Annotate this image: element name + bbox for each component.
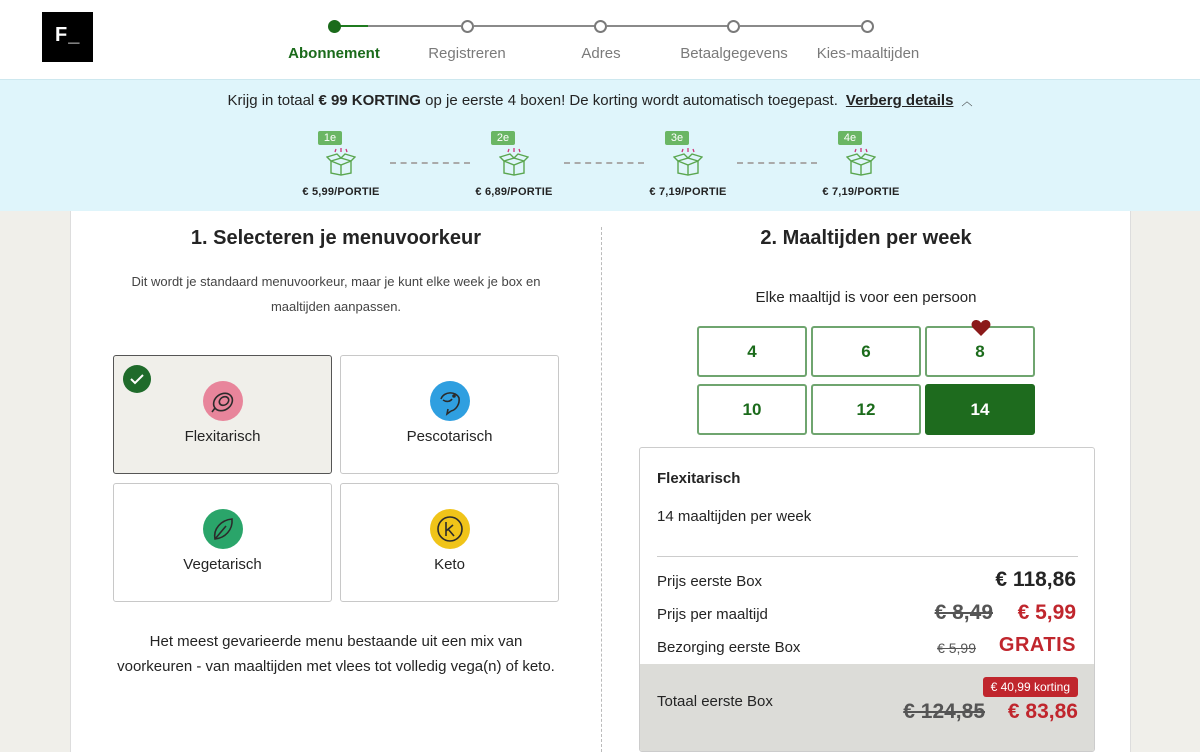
- discount-box-2: [459, 128, 569, 198]
- meals-per-week-title: 2. Maaltijden per week: [760, 227, 972, 249]
- delivery-label: Bezorging eerste Box: [657, 639, 801, 656]
- box-badge: 1e: [318, 131, 342, 145]
- step-label-abonnement[interactable]: Abonnement: [288, 45, 380, 62]
- per-meal-new-price: € 5,99: [1017, 601, 1076, 624]
- discount-badge: € 40,99 korting: [983, 677, 1078, 697]
- menu-option-flexitarisch[interactable]: [113, 355, 332, 474]
- summary-menu: Flexitarisch: [657, 470, 741, 487]
- box-step-connector: [564, 162, 644, 164]
- gift-box-icon: [846, 148, 876, 176]
- summary-divider: [657, 556, 1078, 557]
- header: [0, 0, 1200, 79]
- box-badge: 2e: [491, 131, 515, 145]
- discount-text-after: op je eerste 4 boxen! De korting wordt automatisch toegepast.: [420, 92, 838, 109]
- menu-option-vegetarisch[interactable]: [113, 483, 332, 602]
- menu-option-label: Flexitarisch: [184, 428, 261, 445]
- menu-option-label: Keto: [434, 556, 465, 573]
- meat-icon: [203, 381, 243, 421]
- subtitle-line: maaltijden aanpassen.: [270, 299, 402, 314]
- logo[interactable]: F_: [42, 12, 93, 62]
- step-dot-betaalgegevens: [727, 20, 740, 33]
- delivery-old-price: € 5,99: [937, 640, 976, 656]
- menu-option-keto[interactable]: [340, 483, 559, 602]
- keto-icon: [430, 509, 470, 549]
- menu-option-pescotarisch[interactable]: [340, 355, 559, 474]
- box-price: € 6,89/PORTIE: [475, 186, 553, 198]
- step-label-adres[interactable]: Adres: [581, 45, 621, 62]
- step-dot-registreren: [461, 20, 474, 33]
- step-connector: [740, 25, 861, 27]
- discount-banner: [0, 79, 1200, 211]
- meal-count-12[interactable]: 12: [811, 384, 921, 435]
- step-connector: [474, 25, 595, 27]
- box-price: € 5,99/PORTIE: [302, 186, 380, 198]
- total-old-price: € 124,85: [903, 700, 985, 723]
- main-card: [70, 211, 1131, 752]
- step-dot-kies-maaltijden: [861, 20, 874, 33]
- first-box-price: € 118,86: [995, 568, 1076, 591]
- delivery-free: GRATIS: [998, 634, 1076, 656]
- total-section: [640, 664, 1095, 752]
- heart-icon: [971, 319, 991, 337]
- meal-count-10[interactable]: 10: [697, 384, 807, 435]
- gift-box-icon: [499, 148, 529, 176]
- meals-subtitle: Elke maaltijd is voor een persoon: [755, 289, 977, 306]
- meal-count-14[interactable]: 14: [925, 384, 1035, 435]
- discount-amount: € 99 KORTING: [318, 92, 421, 109]
- menu-preference-title: 1. Selecteren je menuvoorkeur: [190, 227, 482, 249]
- chevron-up-icon[interactable]: ︿: [961, 96, 973, 108]
- box-badge: 4e: [838, 131, 862, 145]
- order-summary: [639, 447, 1095, 752]
- step-connector: [340, 25, 368, 27]
- box-step-connector: [737, 162, 817, 164]
- step-dot-adres: [594, 20, 607, 33]
- per-meal-label: Prijs per maaltijd: [657, 606, 768, 623]
- box-price: € 7,19/PORTIE: [649, 186, 727, 198]
- menu-preference-subtitle: [91, 269, 581, 319]
- step-label-registreren[interactable]: Registreren: [428, 45, 506, 62]
- menu-description: [91, 629, 581, 679]
- box-step-connector: [390, 162, 470, 164]
- hide-details-link[interactable]: Verberg details: [845, 92, 954, 109]
- discount-box-3: [633, 128, 743, 198]
- discount-message: [0, 92, 1200, 109]
- meal-count-4[interactable]: 4: [697, 326, 807, 377]
- subtitle-line: Dit wordt je standaard menuvoorkeur, maar je kunt elke week je box en: [131, 274, 541, 289]
- meal-count-8[interactable]: [925, 326, 1035, 377]
- step-label-kies-maaltijden[interactable]: Kies-maaltijden: [816, 45, 920, 62]
- section-divider: [601, 227, 602, 752]
- step-label-betaalgegevens[interactable]: Betaalgegevens: [680, 45, 788, 62]
- step-connector: [607, 25, 728, 27]
- discount-box-4: [806, 128, 916, 198]
- summary-meals: 14 maaltijden per week: [657, 508, 812, 525]
- discount-box-1: [286, 128, 396, 198]
- fish-icon: [430, 381, 470, 421]
- checkmark-icon: [123, 365, 151, 393]
- step-dot-abonnement: [328, 20, 341, 33]
- meal-count-label: 8: [975, 342, 985, 361]
- meal-count-6[interactable]: 6: [811, 326, 921, 377]
- menu-option-label: Pescotarisch: [406, 428, 493, 445]
- description-line: voorkeuren - van maaltijden met vlees tot volledig vega(n) of keto.: [117, 658, 555, 675]
- first-box-label: Prijs eerste Box: [657, 573, 763, 590]
- gift-box-icon: [673, 148, 703, 176]
- step-connector: [368, 25, 461, 27]
- per-meal-old-price: € 8,49: [934, 601, 993, 624]
- box-badge: 3e: [665, 131, 689, 145]
- box-price: € 7,19/PORTIE: [822, 186, 900, 198]
- total-new-price: € 83,86: [1007, 700, 1078, 723]
- total-label: Totaal eerste Box: [657, 693, 773, 710]
- progress-steps: [0, 0, 1200, 79]
- leaf-icon: [203, 509, 243, 549]
- menu-option-label: Vegetarisch: [183, 556, 262, 573]
- discount-text-before: Krijg in totaal: [227, 92, 319, 109]
- gift-box-icon: [326, 148, 356, 176]
- description-line: Het meest gevarieerde menu bestaande uit een mix van: [149, 633, 523, 650]
